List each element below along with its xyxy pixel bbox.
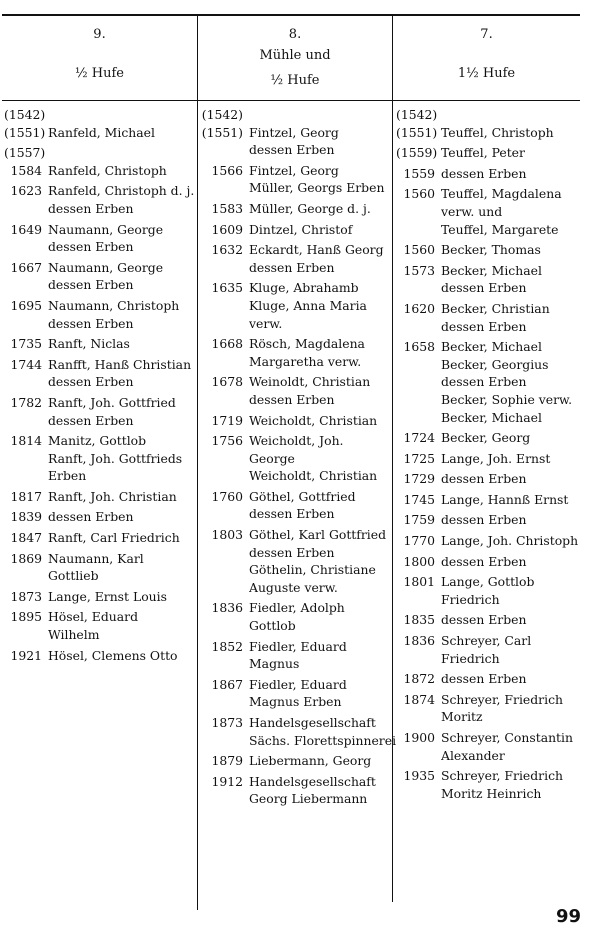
entry-line: dessen Erben <box>249 391 335 407</box>
entry-names <box>441 241 580 259</box>
entry-line: Lange, Joh. Ernst <box>441 450 551 466</box>
entry-line: Fiedler, Eduard <box>249 638 347 654</box>
owner-entry <box>396 553 580 571</box>
entry-line: Becker, Michael <box>441 409 542 425</box>
entry-line: dessen Erben <box>48 315 134 331</box>
entry-year: 1836 <box>211 600 243 616</box>
entry-line: Moritz <box>441 709 483 725</box>
owner-entry <box>4 550 196 585</box>
column-header-9 <box>2 16 197 100</box>
entry-line: verw. <box>249 315 283 331</box>
entry-line: dessen Erben <box>441 374 527 390</box>
entry-names <box>249 638 391 673</box>
owner-entry <box>201 124 391 159</box>
entry-names <box>249 412 391 430</box>
column-fraction: 1½ Hufe <box>457 66 516 81</box>
entry-year: (1551) <box>201 124 243 140</box>
entry-line: dessen Erben <box>441 671 527 687</box>
owner-entry <box>201 373 391 408</box>
entry-line: Schreyer, Constantin <box>441 730 573 745</box>
entry-year: 1782 <box>10 394 42 410</box>
owner-entry <box>201 279 391 332</box>
entry-year: 1912 <box>211 773 243 789</box>
entry-year: 1872 <box>403 671 435 687</box>
entry-names <box>441 106 580 124</box>
entry-names <box>48 182 196 217</box>
owner-entry <box>4 297 196 332</box>
entry-line: Göthelin, Christiane <box>249 562 376 578</box>
owner-entry <box>201 488 391 523</box>
column-number: 9. <box>93 27 106 42</box>
entry-names <box>441 124 580 142</box>
owner-entry <box>396 450 580 468</box>
entry-year: 1895 <box>10 609 42 625</box>
entry-line: Rösch, Magdalena <box>249 336 365 352</box>
entry-names <box>48 259 196 294</box>
column-number: 7. <box>480 27 493 42</box>
entry-line: Ranfft, Hanß Christian <box>48 356 192 372</box>
column-subtitle: Mühle und <box>259 48 331 63</box>
owner-entry <box>396 106 580 124</box>
entry-year: 1839 <box>10 509 42 525</box>
entry-line: Lange, Hannß Ernst <box>441 491 569 507</box>
entry-year: 1770 <box>403 533 435 549</box>
entry-names <box>48 608 196 643</box>
entry-year: 1583 <box>211 200 243 216</box>
owner-entry <box>4 588 196 606</box>
owner-entry <box>4 432 196 485</box>
entry-line: dessen Erben <box>441 512 527 528</box>
entry-year: 1724 <box>403 430 435 446</box>
owner-entry <box>201 676 391 711</box>
entry-line: dessen Erben <box>249 259 335 275</box>
entry-year: 1560 <box>403 242 435 258</box>
entry-year: 1559 <box>403 165 435 181</box>
owner-entry <box>4 144 196 162</box>
entry-names <box>48 335 196 353</box>
entry-line: Gottlob <box>249 618 296 634</box>
owner-entry <box>396 729 580 764</box>
owner-entry <box>201 432 391 485</box>
column-7-entries <box>396 106 580 805</box>
entry-line: dessen Erben <box>249 142 335 158</box>
entry-line: Gottlieb <box>48 568 99 584</box>
owner-entry <box>4 221 196 256</box>
entry-year: (1542) <box>396 107 438 122</box>
owner-entry <box>396 165 580 183</box>
entry-year: (1542) <box>201 107 243 122</box>
entry-names <box>249 752 391 770</box>
entry-line: Magnus Erben <box>249 694 342 710</box>
owner-entry <box>201 412 391 430</box>
entry-line: Göthel, Gottfried <box>249 488 356 504</box>
entry-year: 1620 <box>403 300 435 316</box>
column-divider-1 <box>197 16 198 910</box>
entry-line: Ranft, Niclas <box>48 336 130 352</box>
owner-entry <box>396 241 580 259</box>
entry-names <box>441 450 580 468</box>
entry-line: Fiedler, Eduard <box>249 676 347 692</box>
owner-entry <box>396 670 580 688</box>
owner-entry <box>201 638 391 673</box>
entry-line: Becker, Sophie verw. <box>441 391 573 407</box>
entry-line: Hösel, Clemens Otto <box>48 647 178 663</box>
entry-year: 1817 <box>10 488 42 504</box>
entry-names <box>441 553 580 571</box>
entry-line: Manitz, Gottlob <box>48 433 147 449</box>
entry-line: Schreyer, Friedrich <box>441 768 563 784</box>
entry-names <box>48 488 196 506</box>
owner-entry <box>201 714 397 749</box>
entry-line: Weicholdt, Christian <box>249 468 378 484</box>
entry-year: 1725 <box>403 450 435 466</box>
entry-line: Schreyer, Carl <box>441 633 532 649</box>
entry-year: 1814 <box>10 433 42 449</box>
entry-names <box>441 532 580 550</box>
entry-line: dessen Erben <box>48 277 134 293</box>
entry-line: Becker, Christian <box>441 300 550 316</box>
entry-names <box>441 691 580 726</box>
entry-year: (1557) <box>4 145 46 161</box>
entry-year: (1551) <box>396 124 438 140</box>
entry-year: 1759 <box>403 512 435 528</box>
entry-line: dessen Erben <box>441 553 527 569</box>
owner-entry <box>4 335 196 353</box>
entry-year: 1873 <box>10 588 42 604</box>
entry-year: 1667 <box>10 259 42 275</box>
entry-line: Lange, Gottlob <box>441 574 535 590</box>
owner-entry <box>4 106 196 124</box>
entry-year: 1760 <box>211 488 243 504</box>
entry-line: dessen Erben <box>441 280 527 296</box>
column-fraction: ½ Hufe <box>270 73 320 88</box>
entry-line: Teuffel, Margarete <box>441 221 559 237</box>
entry-line: Teuffel, Peter <box>441 145 525 161</box>
entry-line: Kluge, Abrahamb <box>249 280 359 296</box>
entry-year: 1867 <box>211 676 243 692</box>
entry-year: 1852 <box>211 638 243 654</box>
entry-line: Weinoldt, Christian <box>249 374 371 390</box>
entry-year: 1836 <box>403 633 435 649</box>
entry-names <box>48 647 196 665</box>
entry-line: Becker, Michael <box>441 339 542 355</box>
owner-entry <box>396 185 580 238</box>
entry-names <box>441 300 580 335</box>
entry-year: 1869 <box>10 550 42 566</box>
entry-names <box>48 588 196 606</box>
entry-year: 1649 <box>10 221 42 237</box>
entry-line: Alexander <box>441 747 505 763</box>
entry-names <box>48 144 196 162</box>
owner-entry <box>396 532 580 550</box>
entry-line: dessen Erben <box>441 165 527 181</box>
entry-line: Erben <box>48 468 87 484</box>
entry-year: 1719 <box>211 412 243 428</box>
entry-names <box>48 221 196 256</box>
header-rule <box>2 100 580 101</box>
entry-names <box>249 241 391 276</box>
entry-line: Teuffel, Magdalena <box>441 186 562 202</box>
entry-line: dessen Erben <box>48 412 134 428</box>
entry-line: Weicholdt, Joh. <box>249 433 344 449</box>
owner-entry <box>396 144 580 162</box>
owner-entry <box>201 200 391 218</box>
owner-entry <box>396 470 580 488</box>
entry-line: dessen Erben <box>48 374 134 390</box>
entry-line: Naumann, George <box>48 221 164 237</box>
entry-year: 1735 <box>10 336 42 352</box>
entry-year: 1745 <box>403 491 435 507</box>
entry-names <box>249 599 391 634</box>
owner-entry <box>201 773 391 808</box>
entry-line: Naumann, George <box>48 259 164 275</box>
entry-year: 1801 <box>403 574 435 590</box>
entry-line: Hösel, Eduard <box>48 609 138 625</box>
entry-line: Georg Liebermann <box>249 791 368 807</box>
entry-names <box>249 162 391 197</box>
entry-year: 1847 <box>10 530 42 546</box>
owner-entry <box>4 488 196 506</box>
entry-names <box>48 106 196 124</box>
entry-line: Kluge, Anna Maria <box>249 297 367 313</box>
entry-names <box>441 165 580 183</box>
owner-entry <box>4 259 196 294</box>
owner-entry <box>201 599 391 634</box>
owner-entry <box>396 691 580 726</box>
owner-entry <box>396 262 580 297</box>
entry-year: 1729 <box>403 471 435 487</box>
owner-entry <box>4 529 196 547</box>
entry-line: Teuffel, Christoph <box>441 124 554 140</box>
owner-entry <box>4 608 196 643</box>
entry-line: dessen Erben <box>48 509 134 525</box>
entry-year: 1658 <box>403 339 435 355</box>
entry-names <box>48 550 196 585</box>
entry-year: 1623 <box>10 183 42 199</box>
owner-entry <box>201 526 391 596</box>
entry-year: 1695 <box>10 297 42 313</box>
entry-line: Becker, Thomas <box>441 242 541 258</box>
entry-names <box>249 526 391 596</box>
entry-year: 1756 <box>211 433 243 449</box>
entry-year: 1632 <box>211 242 243 258</box>
entry-year: 1921 <box>10 647 42 663</box>
entry-names <box>441 262 580 297</box>
entry-year: 1800 <box>403 553 435 569</box>
column-header-8 <box>198 16 392 100</box>
entry-names <box>48 394 196 429</box>
entry-names <box>441 470 580 488</box>
entry-names <box>48 529 196 547</box>
entry-line: verw. und <box>441 203 503 219</box>
entry-line: Friedrich <box>441 650 500 666</box>
entry-line: Schreyer, Friedrich <box>441 691 563 707</box>
entry-year: 1879 <box>211 753 243 769</box>
owner-entry <box>396 632 580 667</box>
entry-names <box>441 429 580 447</box>
entry-year: (1542) <box>4 107 46 122</box>
entry-names <box>249 279 391 332</box>
entry-line: Göthel, Karl Gottfried <box>249 527 387 543</box>
entry-line: Ranfeld, Michael <box>48 124 155 140</box>
entry-line: Lange, Ernst Louis <box>48 588 167 604</box>
entry-line: Naumann, Christoph <box>48 297 180 313</box>
entry-names <box>441 185 580 238</box>
entry-year: 1803 <box>211 527 243 543</box>
entry-year: 1566 <box>211 162 243 178</box>
entry-year: 1609 <box>211 221 243 237</box>
entry-line: Naumann, Karl <box>48 550 144 566</box>
entry-names <box>249 714 396 749</box>
entry-year: 1744 <box>10 356 42 372</box>
entry-year: 1900 <box>403 730 435 745</box>
entry-line: Fintzel, Georg <box>249 124 339 140</box>
owner-entry <box>396 767 580 802</box>
owner-entry <box>201 162 391 197</box>
entry-names <box>441 729 580 764</box>
entry-year: (1559) <box>396 145 438 161</box>
entry-names <box>249 200 391 218</box>
entry-line: dessen Erben <box>249 506 335 522</box>
entry-names <box>249 488 391 523</box>
entry-names <box>48 297 196 332</box>
entry-names <box>48 432 196 485</box>
entry-names <box>441 670 580 688</box>
entry-year: 1874 <box>403 691 435 707</box>
entry-line: dessen Erben <box>249 544 335 560</box>
entry-line: Magnus <box>249 656 300 672</box>
entry-names <box>441 573 580 608</box>
entry-year: 1668 <box>211 336 243 352</box>
entry-names <box>249 335 391 370</box>
owner-entry <box>201 752 391 770</box>
entry-names <box>441 491 580 509</box>
entry-year: 1835 <box>403 612 435 628</box>
entry-names <box>441 767 580 802</box>
entry-line: Moritz Heinrich <box>441 785 542 801</box>
entry-line: dessen Erben <box>441 471 527 487</box>
entry-year: 1873 <box>211 715 243 730</box>
entry-line: Liebermann, Georg <box>249 753 372 769</box>
entry-names <box>249 106 391 124</box>
entry-names <box>48 162 196 180</box>
owner-entry <box>201 106 391 124</box>
entry-names <box>249 432 391 485</box>
entry-names <box>48 124 196 142</box>
column-9-entries <box>4 106 196 667</box>
owner-entry <box>201 241 391 276</box>
entry-line: Ranfeld, Christoph d. j. <box>48 183 195 199</box>
owner-entry <box>396 611 580 629</box>
entry-line: Fintzel, Georg <box>249 162 339 178</box>
owner-entry <box>4 182 196 217</box>
entry-names <box>441 338 580 426</box>
owner-entry <box>396 124 580 142</box>
entry-line: Ranft, Joh. Christian <box>48 488 177 504</box>
owner-entry <box>4 647 196 665</box>
entry-names <box>249 124 391 159</box>
owner-entry <box>396 429 580 447</box>
entry-names <box>48 508 196 526</box>
column-fraction: ½ Hufe <box>75 66 124 81</box>
entry-line: Ranft, Joh. Gottfrieds <box>48 450 183 466</box>
owner-entry <box>201 221 391 239</box>
owner-entry <box>396 511 580 529</box>
entry-year: 1678 <box>211 374 243 390</box>
entry-names <box>249 676 391 711</box>
page-number: 99 <box>556 906 582 927</box>
entry-names <box>249 773 391 808</box>
owner-entry <box>396 300 580 335</box>
entry-line: Sächs. Florettspinnerei <box>249 732 397 748</box>
entry-line: dessen Erben <box>441 318 527 334</box>
entry-line: George <box>249 450 295 466</box>
entry-line: Lange, Joh. Christoph <box>441 533 579 549</box>
entry-line: Dintzel, Christof <box>249 221 353 237</box>
entry-year: 1560 <box>403 186 435 202</box>
entry-year: 1635 <box>211 280 243 296</box>
entry-names <box>249 221 391 239</box>
entry-names <box>48 356 196 391</box>
entry-names <box>249 373 391 408</box>
owner-entry <box>396 338 580 426</box>
entry-line: dessen Erben <box>48 239 134 255</box>
entry-line: Ranft, Carl Friedrich <box>48 530 180 546</box>
entry-line: Müller, Georgs Erben <box>249 180 385 196</box>
owner-entry <box>4 124 196 142</box>
column-number: 8. <box>288 27 302 42</box>
entry-line: Eckardt, Hanß Georg <box>249 242 384 258</box>
entry-year: 1584 <box>10 162 42 178</box>
owner-entry <box>4 394 196 429</box>
entry-line: Friedrich <box>441 591 500 607</box>
entry-line: Auguste verw. <box>249 579 338 595</box>
owner-entry <box>396 491 580 509</box>
entry-line: Handelsgesellschaft <box>249 715 376 730</box>
column-header-7 <box>393 16 580 100</box>
entry-year: 1573 <box>403 262 435 278</box>
owner-entry <box>4 508 196 526</box>
entry-line: Handelsgesellschaft <box>249 773 376 789</box>
entry-year: (1551) <box>4 124 46 140</box>
entry-line: Ranft, Joh. Gottfried <box>48 394 176 410</box>
column-divider-2 <box>392 16 393 902</box>
entry-line: Müller, George d. j. <box>249 200 371 216</box>
entry-line: Fiedler, Adolph <box>249 600 345 616</box>
entry-line: Wilhelm <box>48 627 100 643</box>
entry-names <box>441 511 580 529</box>
entry-names <box>441 611 580 629</box>
entry-line: Becker, Michael <box>441 262 542 278</box>
entry-line: dessen Erben <box>48 200 134 216</box>
owner-entry <box>396 573 580 608</box>
entry-line: Margaretha verw. <box>249 353 362 369</box>
column-8-entries <box>201 106 397 811</box>
entry-line: Ranfeld, Christoph <box>48 162 167 178</box>
owner-entry <box>201 335 391 370</box>
entry-line: dessen Erben <box>441 612 527 628</box>
entry-line: Becker, Georg <box>441 430 531 446</box>
entry-line: Becker, Georgius <box>441 356 549 372</box>
owner-entry <box>4 162 196 180</box>
entry-names <box>441 144 580 162</box>
entry-names <box>441 632 580 667</box>
owner-entry <box>4 356 196 391</box>
entry-line: Weicholdt, Christian <box>249 412 378 428</box>
entry-year: 1935 <box>403 768 435 784</box>
